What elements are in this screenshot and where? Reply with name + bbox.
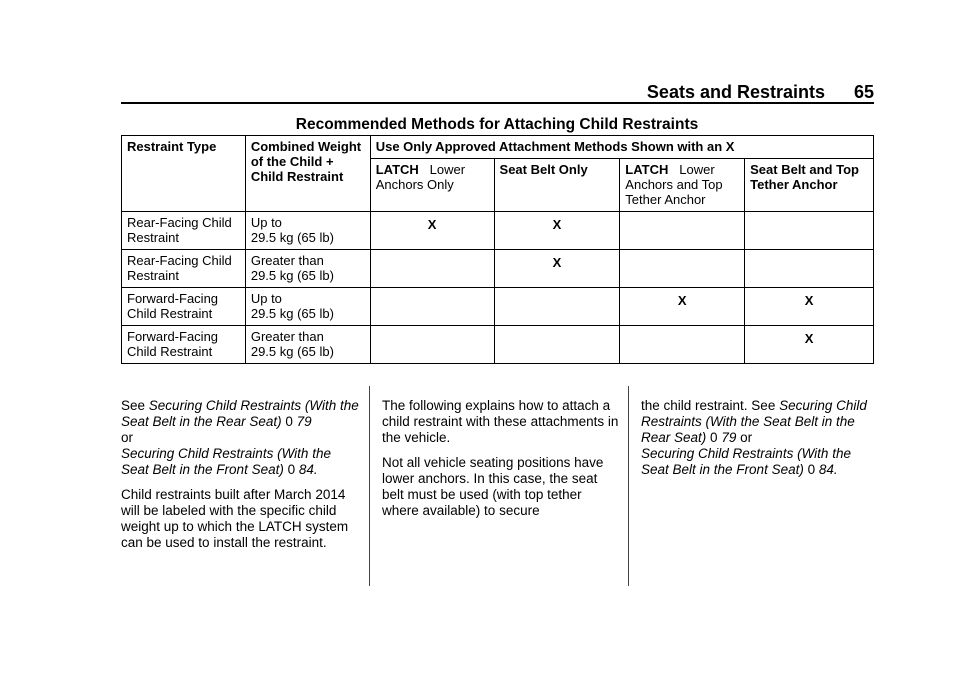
body-paragraph: Not all vehicle seating positions have lower anchors. In this case, the seat belt must be used (with top tether where available) to secure (382, 455, 604, 518)
header-restraint-type: Restraint Type (122, 136, 246, 212)
cell-seat-belt-only (494, 288, 620, 326)
cell-latch-lower-top (620, 326, 745, 364)
page-ref-79[interactable]: 79 (296, 414, 312, 429)
body-paragraph: Child restraints built after March 2014 will be labeled with the specific child weight up to which the LATCH system can be used to install the restraint. (121, 487, 349, 550)
table-row (122, 250, 874, 288)
cell-restraint-type: Forward-Facing Child Restraint (122, 326, 246, 364)
header-seat-belt-only: Seat Belt Only (494, 159, 620, 212)
body-paragraph: The following explains how to attach a child restraint with these attachments in the vehicle. (382, 398, 619, 445)
cell-seat-belt-only: X (494, 250, 620, 288)
cell-restraint-type: Rear-Facing Child Restraint (122, 212, 246, 250)
cell-seat-belt-top: X (745, 288, 874, 326)
page-ref-84[interactable]: 84. (818, 462, 838, 477)
reference-paragraph: See Securing Child Restraints (With the Seat Belt in the Rear Seat) 0 79 or Securing Child Restraints (With the Seat Belt in the Front Seat) 0 84. (121, 398, 359, 477)
reference-paragraph: the child restraint. See Securing Child Restraints (With the Seat Belt in the Rear Seat) 0 79 or Securing Child Restraints (With the Seat Belt in the Front Seat) 0 84. (641, 398, 867, 477)
child-restraint-table (121, 135, 874, 364)
table-title: Recommended Methods for Attaching Child Restraints (295, 116, 699, 133)
reference-link-front-seat[interactable]: Securing Child Restraints (With the Seat Belt in the Front Seat) (121, 446, 331, 477)
cell-weight: Up to 29.5 kg (65 lb) (245, 212, 370, 250)
page-ref-84[interactable]: 84. (298, 462, 318, 477)
header-seat-belt-top: Seat Belt and Top Tether Anchor (745, 159, 874, 212)
cell-restraint-type: Rear-Facing Child Restraint (122, 250, 246, 288)
column-divider (628, 386, 629, 586)
cell-latch-lower-top (620, 212, 745, 250)
table-header-row (122, 136, 874, 159)
cell-restraint-type: Forward-Facing Child Restraint (122, 288, 246, 326)
header-latch-lower-top: LATCH Lower Anchors and Top Tether Anchor (620, 159, 745, 212)
cell-latch-lower (370, 288, 494, 326)
header-latch-lower: LATCH Lower Anchors Only (370, 159, 494, 212)
page-ref-icon: 0 (710, 430, 718, 445)
page-ref-79[interactable]: 79 (721, 430, 737, 445)
cell-latch-lower-top: X (620, 288, 745, 326)
column-divider (369, 386, 370, 586)
page-ref-icon: 0 (287, 462, 296, 477)
table-row (122, 326, 874, 364)
cell-latch-lower: X (370, 212, 494, 250)
reference-link-rear-seat[interactable]: Securing Child Restraints (With the Seat Belt in the Rear Seat) (121, 398, 359, 429)
text-column-1 (121, 398, 361, 560)
header-combined-weight: Combined Weight of the Child + Child Restraint (245, 136, 370, 212)
cell-seat-belt-only (494, 326, 620, 364)
text-column-2 (382, 398, 622, 528)
cell-seat-belt-top: X (745, 326, 874, 364)
cell-weight: Greater than 29.5 kg (65 lb) (245, 250, 370, 288)
table-row (122, 212, 874, 250)
cell-seat-belt-top (745, 212, 874, 250)
header-methods-group: Use Only Approved Attachment Methods Shown with an X (370, 136, 873, 159)
header-divider (121, 102, 874, 104)
page-ref-icon: 0 (807, 462, 816, 477)
text-column-3 (641, 398, 881, 487)
table-row (122, 288, 874, 326)
page-number: 65 (853, 82, 874, 102)
section-title: Seats and Restraints (646, 82, 825, 102)
cell-weight: Up to 29.5 kg (65 lb) (245, 288, 370, 326)
reference-link-rear-seat[interactable]: Securing Child Restraints (With the Seat Belt in the Rear Seat) (641, 398, 867, 445)
cell-seat-belt-top (745, 250, 874, 288)
cell-weight: Greater than 29.5 kg (65 lb) (245, 326, 370, 364)
cell-latch-lower (370, 326, 494, 364)
cell-latch-lower (370, 250, 494, 288)
cell-latch-lower-top (620, 250, 745, 288)
cell-seat-belt-only: X (494, 212, 620, 250)
page-ref-icon: 0 (285, 414, 293, 429)
reference-link-front-seat[interactable]: Securing Child Restraints (With the Seat Belt in the Front Seat) (641, 446, 851, 477)
